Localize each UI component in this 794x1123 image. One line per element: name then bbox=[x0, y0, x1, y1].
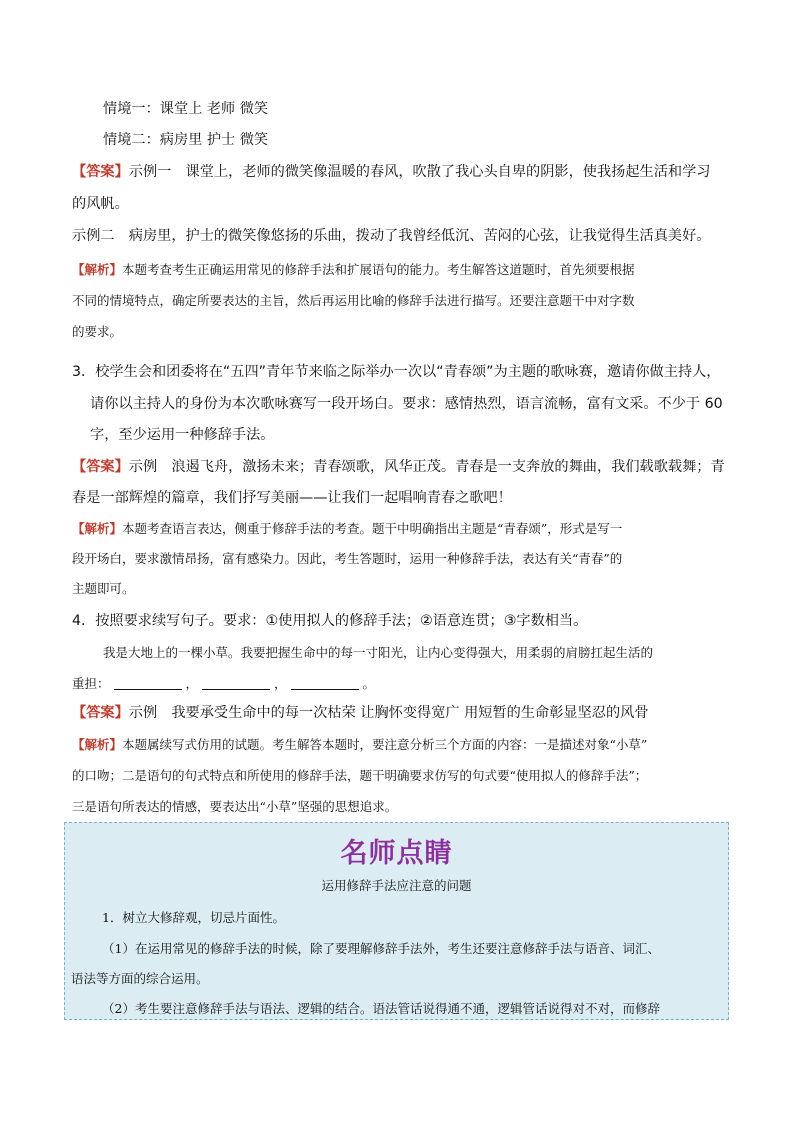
q4-analysis-line-1 bbox=[72, 735, 647, 755]
q3-question-line-3: 字，至少运用一种修辞手法。 bbox=[90, 427, 275, 443]
q3-analysis-line-1 bbox=[72, 519, 622, 539]
tip-box-title: 名师点睛 bbox=[340, 838, 453, 869]
q4-prompt-start: 重担： bbox=[72, 676, 110, 691]
q3-question-line-2: 请你以主持人的身份为本次歌咏赛写一段开场白。要求：感情热烈，语言流畅，富有文采。不少于 60 bbox=[90, 396, 723, 412]
q2-answer-line-2: 的风帆。 bbox=[72, 196, 129, 212]
q4-analysis-text-1: 本题属续写式仿用的试题。考生解答本题时，要注意分析三个方面的内容：一是描述对象“小草” bbox=[122, 737, 648, 752]
tip-box-line-2: （1）在运用常见的修辞手法的时候，除了要理解修辞手法外，考生还要注意修辞手法与语音、词汇、 bbox=[102, 941, 660, 956]
q2-answer-text-1: 示例一 课堂上，老师的微笑像温暖的春风，吹散了我心头自卑的阴影，使我扬起生活和学习 bbox=[128, 164, 711, 180]
q3-answer-text-1: 示例 浪遏飞舟，激扬未来；青春颂歌，风华正茂。青春是一支奔放的舞曲，我们载歌载舞；青 bbox=[128, 459, 725, 475]
q3-analysis-text-1: 本题考查语言表达，侧重于修辞手法的考查。题干中明确指出主题是“青春颂”，形式是写一 bbox=[122, 521, 623, 536]
answer-label: 【答案】 bbox=[72, 705, 129, 721]
q3-answer-line-2: 春是一部辉煌的篇章，我们抒写美丽——让我们一起唱响青春之歌吧！ bbox=[72, 490, 512, 506]
analysis-label: 【解析】 bbox=[72, 521, 123, 536]
scene-line-1: 情境一：课堂上 老师 微笑 bbox=[103, 101, 269, 117]
answer-label: 【答案】 bbox=[72, 459, 129, 475]
q4-answer-text: 示例 我要承受生命中的每一次枯荣 让胸怀变得宽广 用短暂的生命彰显坚忍的风骨 bbox=[128, 705, 649, 721]
fill-blank-1 bbox=[114, 675, 182, 690]
q4-analysis-line-3: 三是语句所表达的情感，要表达出“小草”坚强的思想追求。 bbox=[72, 799, 398, 814]
answer-label: 【答案】 bbox=[72, 164, 129, 180]
analysis-label: 【解析】 bbox=[72, 262, 123, 277]
tip-box-line-1: 1．树立大修辞观，切忌片面性。 bbox=[102, 910, 285, 925]
q2-analysis-line-2: 不同的情境特点，确定所要表达的主旨，然后再运用比喻的修辞手法进行描写。还要注意题干中对字数 bbox=[72, 293, 635, 308]
q4-analysis-line-2: 的口吻；二是语句的句式特点和所使用的修辞手法，题干明确要求仿写的句式要“使用拟人的修辞手法”； bbox=[72, 768, 648, 783]
tip-box-subtitle: 运用修辞手法应注意的问题 bbox=[321, 878, 472, 893]
q2-analysis-line-1 bbox=[72, 260, 635, 280]
q4-prompt-line-1: 我是大地上的一棵小草。我要把握生命中的每一寸阳光，让内心变得强大，用柔弱的肩膀扛起生活的 bbox=[103, 645, 654, 660]
q2-analysis-line-3: 的要求。 bbox=[72, 324, 123, 339]
q4-prompt-line-2 bbox=[72, 674, 375, 694]
tip-box-line-4: （2）考生要注意修辞手法与语法、逻辑的结合。语法管话说得通不通，逻辑管话说得对不对，而修辞 bbox=[102, 1001, 660, 1016]
prompt-separator: ， bbox=[185, 676, 199, 691]
q2-answer-line-1 bbox=[72, 162, 710, 182]
q2-answer-line-3: 示例二 病房里，护士的微笑像悠扬的乐曲，拨动了我曾经低沉、苦闷的心弦，让我觉得生活真美好。 bbox=[72, 228, 711, 244]
analysis-label: 【解析】 bbox=[72, 737, 123, 752]
q4-answer-line bbox=[72, 703, 649, 723]
q3-analysis-line-3: 主题即可。 bbox=[72, 581, 135, 596]
scene-line-2: 情境二：病房里 护士 微笑 bbox=[103, 132, 269, 148]
prompt-end: 。 bbox=[362, 676, 376, 691]
q3-question-line-1: 3．校学生会和团委将在“五四”青年节来临之际举办一次以“青春颂”为主题的歌咏赛，邀请你做主持人， bbox=[72, 364, 721, 380]
tip-box-line-3: 语法等方面的综合运用。 bbox=[71, 971, 209, 986]
tip-box bbox=[64, 822, 729, 1020]
fill-blank-3 bbox=[291, 675, 359, 690]
q3-analysis-line-2: 段开场白，要求激情昂扬，富有感染力。因此，考生答题时，运用一种修辞手法，表达有关“青春”的 bbox=[72, 551, 623, 566]
q4-question: 4．按照要求续写句子。要求：①使用拟人的修辞手法；②语意连贯；③字数相当。 bbox=[72, 613, 588, 629]
q2-analysis-text-1: 本题考查考生正确运用常见的修辞手法和扩展语句的能力。考生解答这道题时，首先须要根据 bbox=[122, 262, 635, 277]
prompt-separator: ， bbox=[274, 676, 287, 691]
q3-answer-line-1 bbox=[72, 457, 725, 477]
fill-blank-2 bbox=[202, 675, 270, 690]
